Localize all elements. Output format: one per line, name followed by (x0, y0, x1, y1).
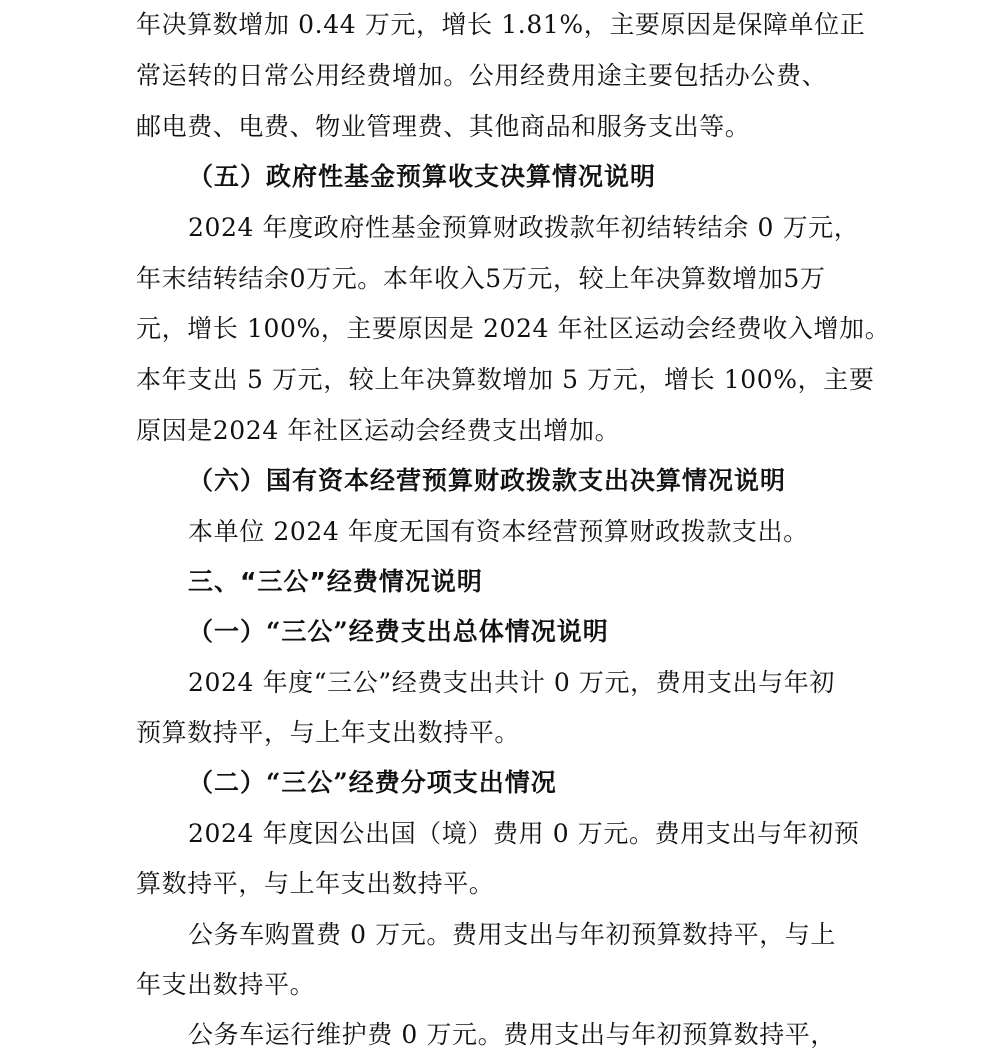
subsection-heading-overall: （一）“三公”经费支出总体情况说明 (188, 617, 609, 646)
paragraph-line: 算数持平，与上年支出数持平。 (136, 869, 495, 898)
paragraph-line: 原因是2024 年社区运动会经费支出增加。 (136, 416, 621, 445)
subsection-heading-itemized: （二）“三公”经费分项支出情况 (188, 768, 557, 797)
paragraph-line: 年末结转结余0万元。本年收入5万元，较上年决算数增加5万 (136, 264, 826, 293)
paragraph-line: 2024 年度“三公”经费支出共计 0 万元，费用支出与年初 (188, 668, 835, 697)
paragraph-line: 2024 年度政府性基金预算财政拨款年初结转结余 0 万元， (188, 213, 860, 242)
paragraph-line: 本年支出 5 万元，较上年决算数增加 5 万元，增长 100%，主要 (136, 365, 875, 394)
paragraph-line: 公务车购置费 0 万元。费用支出与年初预算数持平，与上 (188, 920, 837, 949)
paragraph-line: 邮电费、电费、物业管理费、其他商品和服务支出等。 (136, 112, 751, 141)
paragraph-line: 元，增长 100%，主要原因是 2024 年社区运动会经费收入增加。 (136, 314, 891, 343)
paragraph-line: 常运转的日常公用经费增加。公用经费用途主要包括办公费、 (136, 61, 828, 90)
paragraph-line: 年支出数持平。 (136, 970, 316, 999)
paragraph-line: 公务车运行维护费 0 万元。费用支出与年初预算数持平， (188, 1020, 837, 1049)
section-heading-state-capital: （六）国有资本经营预算财政拨款支出决算情况说明 (188, 466, 787, 495)
paragraph-line: 2024 年度因公出国（境）费用 0 万元。费用支出与年初预 (188, 819, 860, 848)
section-heading-three-public: 三、“三公”经费情况说明 (188, 567, 483, 596)
paragraph-line: 预算数持平，与上年支出数持平。 (136, 718, 521, 747)
paragraph-line: 年决算数增加 0.44 万元，增长 1.81%，主要原因是保障单位正 (136, 10, 866, 39)
section-heading-government-fund: （五）政府性基金预算收支决算情况说明 (188, 162, 657, 191)
paragraph-line: 本单位 2024 年度无国有资本经营预算财政拨款支出。 (188, 517, 809, 546)
